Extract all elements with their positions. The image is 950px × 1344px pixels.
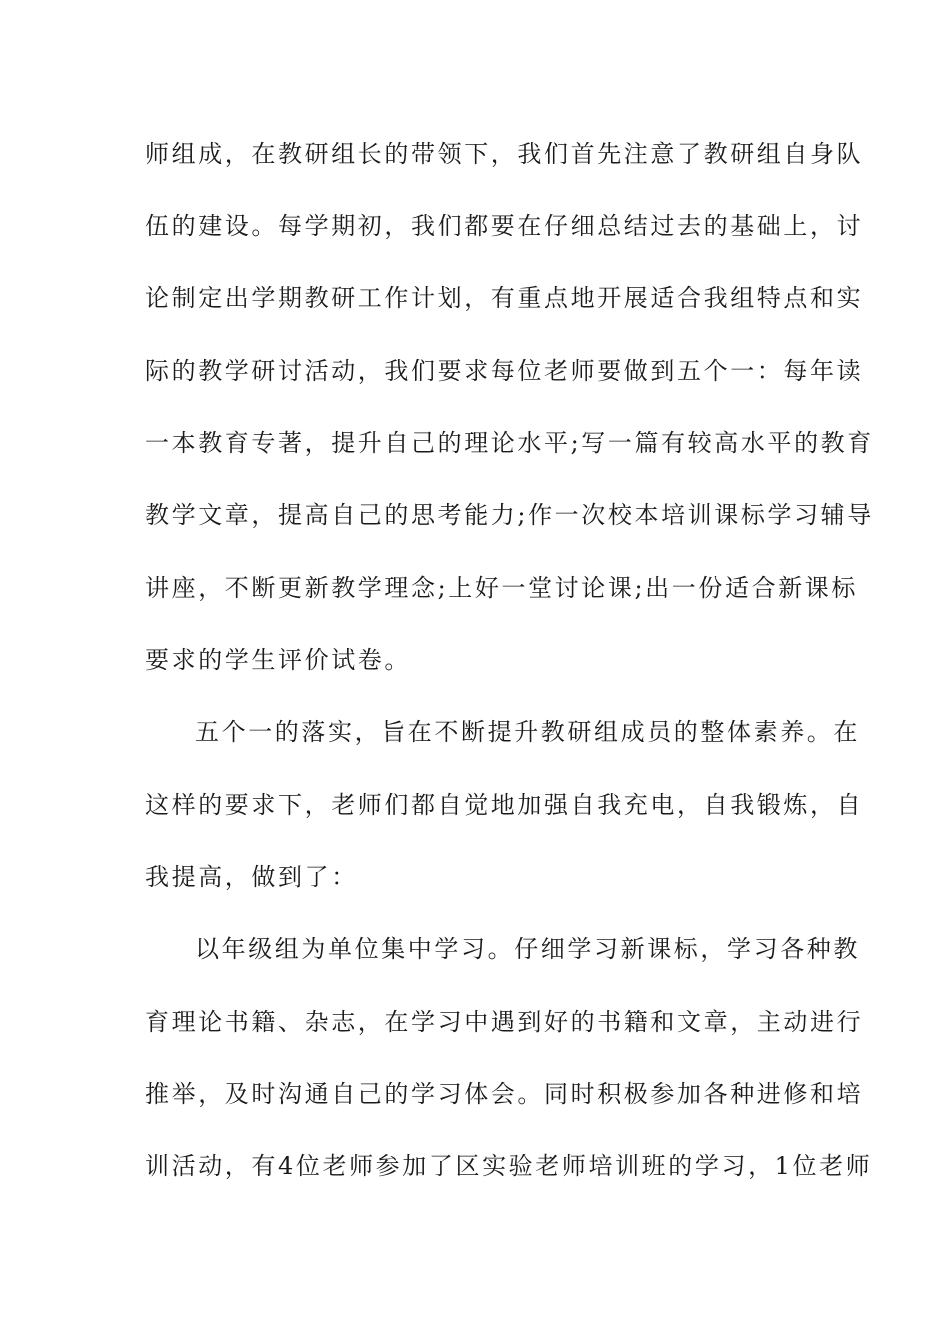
text-line: 伍的建设。每学期初，我们都要在仔细总结过去的基础上，讨 [145, 212, 864, 240]
text-line: 要求的学生评价试卷。 [145, 646, 411, 674]
paragraph-first-line: 五个一的落实，旨在不断提升教研组成员的整体素养。在 [195, 718, 860, 746]
text-line: 育理论书籍、杂志，在学习中遇到好的书籍和文章，主动进行 [145, 1008, 864, 1036]
text-line: 我提高，做到了： [145, 863, 358, 891]
text-line: 师组成，在教研组长的带领下，我们首先注意了教研组自身队 [145, 140, 864, 168]
text-line: 教学文章，提高自己的思考能力;作一次校本培训课标学习辅导 [145, 501, 874, 529]
paragraph-first-line: 以年级组为单位集中学习。仔细学习新课标，学习各种教 [195, 935, 860, 963]
text-line: 推举，及时沟通自己的学习体会。同时积极参加各种进修和培 [145, 1080, 864, 1108]
text-line: 际的教学研讨活动，我们要求每位老师要做到五个一：每年读 [145, 357, 864, 385]
text-line: 一本教育专著，提升自己的理论水平;写一篇有较高水平的教育 [145, 429, 874, 457]
text-line: 训活动，有4位老师参加了区实验老师培训班的学习，1位老师 [145, 1152, 873, 1180]
text-line: 论制定出学期教研工作计划，有重点地开展适合我组特点和实 [145, 284, 864, 312]
text-line: 讲座，不断更新教学理念;上好一堂讨论课;出一份适合新课标 [145, 574, 858, 602]
text-line: 这样的要求下，老师们都自觉地加强自我充电，自我锻炼，自 [145, 791, 864, 819]
